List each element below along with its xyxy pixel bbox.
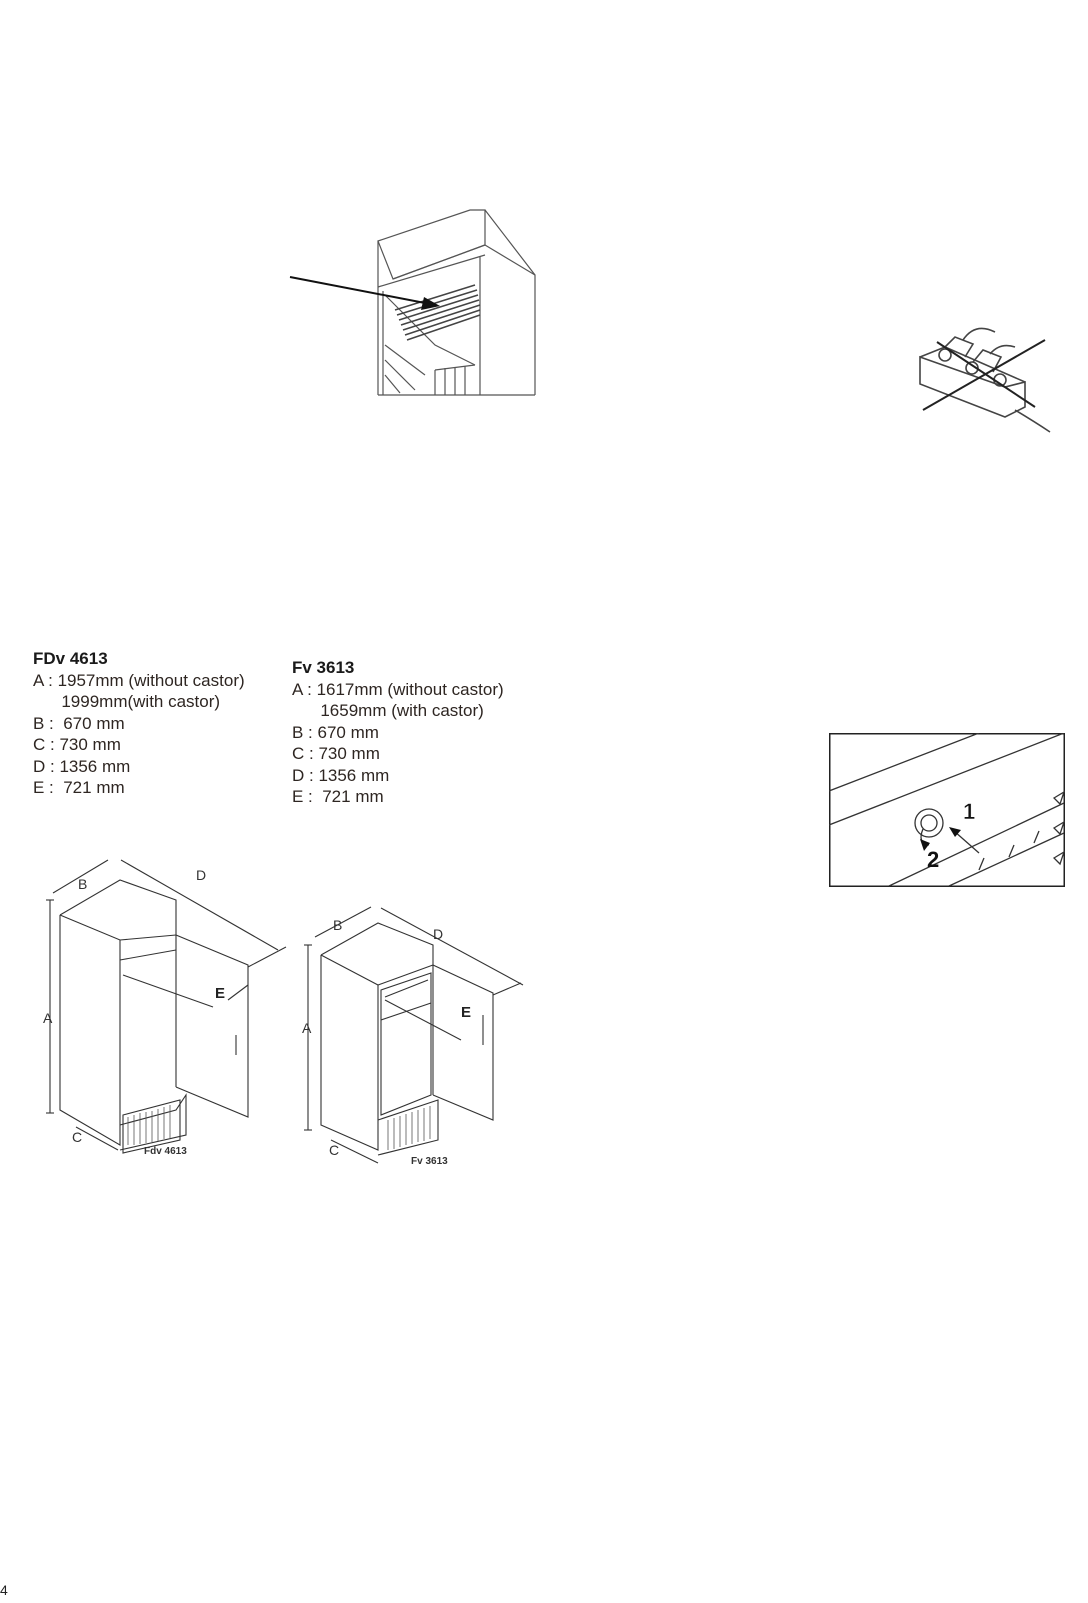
spec-line-a: A : 1957mm (without castor)	[33, 670, 245, 690]
door-lock-illustration	[829, 733, 1065, 887]
spec-title: FDv 4613	[33, 649, 108, 668]
fdv-4613-dimension-diagram	[38, 855, 293, 1165]
fv-3613-specs	[292, 657, 504, 808]
spec-line-e: E : 721 mm	[33, 778, 125, 797]
spec-line-a: A : 1617mm (without castor)	[292, 679, 504, 699]
cabinet-top-illustration	[285, 205, 545, 405]
spec-line-a-castor: 1659mm (with castor)	[292, 701, 484, 720]
dim-label-b: B	[78, 876, 88, 892]
dim-label-c: C	[72, 1129, 83, 1145]
lock-step-2: 2	[927, 847, 940, 872]
fdv-4613-specs	[33, 648, 245, 799]
dim-label-c: C	[329, 1142, 340, 1158]
spec-line-c: C : 730 mm	[33, 735, 121, 754]
lock-step-1: 1	[963, 799, 976, 824]
dim-label-d: D	[433, 926, 444, 942]
spec-line-d: D : 1356 mm	[33, 756, 131, 776]
fv-3613-dimension-diagram	[293, 905, 533, 1180]
spec-line-e: E : 721 mm	[292, 787, 384, 806]
dim-label-e: E	[461, 1004, 472, 1021]
spec-line-b: B : 670 mm	[33, 713, 125, 733]
diagram-caption-fv: Fv 3613	[411, 1156, 448, 1167]
dim-label-d: D	[196, 867, 207, 883]
spec-line-a-castor: 1999mm(with castor)	[33, 692, 221, 711]
page-number: 4	[0, 1582, 8, 1598]
spec-line-c: C : 730 mm	[292, 744, 380, 763]
spec-line-d: D : 1356 mm	[292, 765, 390, 785]
dim-label-b: B	[333, 917, 343, 933]
no-power-strip-icon	[915, 322, 1055, 442]
dim-label-e: E	[215, 985, 226, 1002]
spec-title: Fv 3613	[292, 658, 355, 677]
dim-label-a: A	[43, 1010, 53, 1026]
diagram-caption-fdv: Fdv 4613	[144, 1146, 187, 1157]
dim-label-a: A	[302, 1020, 312, 1036]
spec-line-b: B : 670 mm	[292, 722, 379, 742]
